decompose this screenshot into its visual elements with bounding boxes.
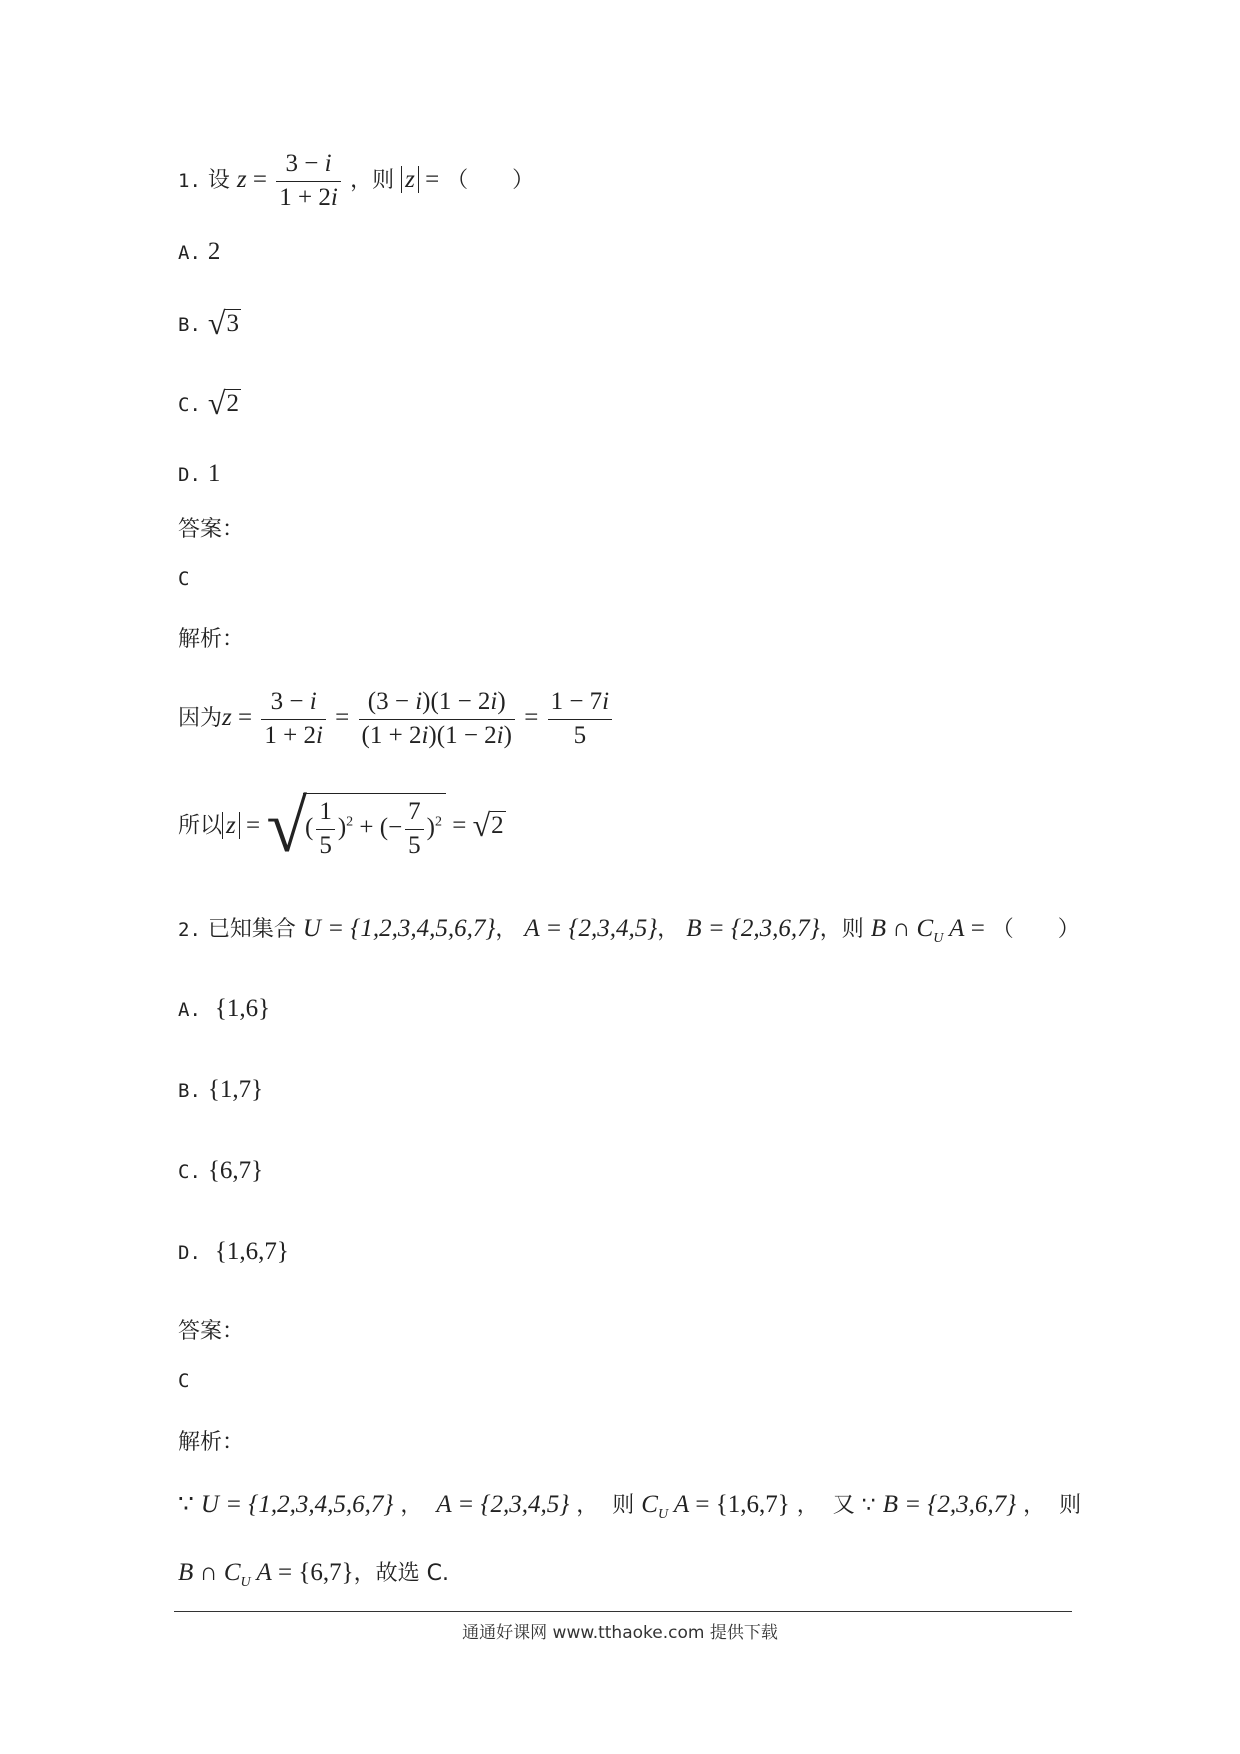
q2-blank: （ ） xyxy=(991,917,1080,942)
q1-abs-z: z = xyxy=(401,166,439,193)
q1-option-d xyxy=(178,460,220,488)
analysis-formula: z = $\frac{3 - i}{1 + 2i}$ = $\frac{(3 - i)(1 - 2i)}{(1 + 2i)(1 - 2i)}$ = $\frac{1 - 7i}{5}$ xyxy=(222,704,615,731)
option-label: A. xyxy=(178,242,201,264)
q1-option-b xyxy=(178,305,241,342)
analysis-prefix: 所以 xyxy=(178,813,223,839)
q2-analysis-line2 xyxy=(178,1556,449,1591)
q1-analysis-line1 xyxy=(178,688,615,751)
option-label: C. xyxy=(178,394,201,416)
q1-answer: C xyxy=(178,568,190,590)
q2-option-b xyxy=(178,1076,263,1104)
option-value: {1,6} xyxy=(214,995,271,1022)
option-label: D. xyxy=(178,464,201,486)
q2-option-a xyxy=(178,995,270,1023)
q1-analysis-label: 解析： xyxy=(178,627,245,652)
q2-number: 2. xyxy=(178,919,201,941)
final-expression: B ∩ $C_U$ A = {6,7} xyxy=(178,1559,354,1590)
stem-tail-prefix: ，则 xyxy=(819,917,864,942)
q1-stem xyxy=(178,150,534,213)
analysis-formula: z = √( $\frac{1}{5}$ )$^2$ + (− $\frac{7}{5}$ )$^2$ = √2 xyxy=(222,812,506,839)
q2-stem: 2. 已知集合 U = {1,2,3,4,5,6,7}， A = {2,3,4,5}， B = {2,3,6,7}，则 B ∩ $C_U$ A = （ ） xyxy=(178,915,1080,946)
option-value: 1 xyxy=(207,460,221,487)
q2-answer-label: 答案： xyxy=(178,1319,245,1344)
q2-answer: C xyxy=(178,1370,190,1392)
conclusion: ，故选 C. xyxy=(353,1561,449,1586)
footer-rule xyxy=(174,1611,1072,1612)
set-u: U = {1,2,3,4,5,6,7} xyxy=(200,1491,394,1518)
option-label: C. xyxy=(178,1161,201,1183)
q1-stem-mid: ，则 xyxy=(350,167,395,193)
q1-number: 1. xyxy=(178,169,201,192)
q2-analysis-label: 解析： xyxy=(178,1430,245,1455)
q1-blank: （ ） xyxy=(446,167,535,193)
q2-stem-lead: 已知集合 xyxy=(207,917,296,942)
q1-formula: z = $\frac{3 - i}{1 + 2i}$ xyxy=(237,166,350,193)
option-value: {1,6,7} xyxy=(214,1238,289,1265)
q1-answer-label: 答案： xyxy=(178,517,245,542)
option-label: A. xyxy=(178,999,201,1021)
q2-analysis-line1: ∵ U = {1,2,3,4,5,6,7} ， A = {2,3,4,5} ， 则 $C_U$ A = {1,6,7} ， 又 ∵ B = {2,3,6,7} ， 则 xyxy=(178,1491,1082,1522)
option-label: B. xyxy=(178,1080,201,1102)
q1-option-c xyxy=(178,385,241,422)
footer-text: 通通好课网 www.tthaoke.com 提供下载 xyxy=(462,1623,778,1643)
set-a: A = {2,3,4,5} xyxy=(524,915,658,942)
analysis-prefix: 因为 xyxy=(178,705,223,731)
option-value-sqrt: √3 xyxy=(207,305,239,341)
q2-option-c xyxy=(178,1157,263,1185)
complement-a: $C_U$ A = {1,6,7} xyxy=(641,1491,790,1522)
set-b: B = {2,3,6,7} xyxy=(882,1491,1017,1518)
option-value-sqrt: √2 xyxy=(207,385,239,421)
option-value: {1,7} xyxy=(207,1076,264,1103)
also-because: 又 ∵ xyxy=(832,1493,876,1518)
q2-option-d xyxy=(178,1238,289,1266)
option-value: {6,7} xyxy=(207,1157,264,1184)
option-label: B. xyxy=(178,314,201,336)
set-a: A = {2,3,4,5} xyxy=(436,1491,570,1518)
option-value: 2 xyxy=(207,238,221,265)
because-symbol: ∵ xyxy=(178,1491,194,1518)
then-word: 则 xyxy=(1059,1493,1082,1518)
q2-expression: B ∩ $C_U$ A = xyxy=(870,915,985,946)
q1-analysis-line2 xyxy=(178,786,506,868)
q1-option-a xyxy=(178,238,220,266)
option-label: D. xyxy=(178,1242,201,1264)
set-b: B = {2,3,6,7} xyxy=(686,915,820,942)
q1-stem-lead: 设 xyxy=(207,167,230,193)
then-word: 则 xyxy=(612,1493,635,1518)
set-u: U = {1,2,3,4,5,6,7} xyxy=(302,915,496,942)
